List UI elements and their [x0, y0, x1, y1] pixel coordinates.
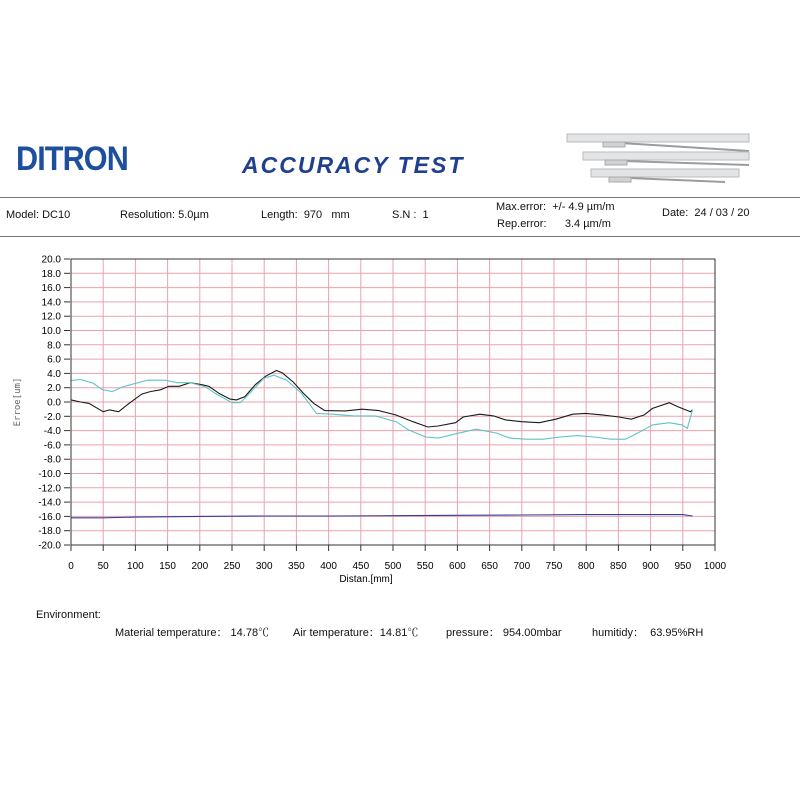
series-line-cyan	[71, 375, 693, 439]
x-tick-label: 600	[449, 561, 466, 572]
y-tick-label: 0.0	[47, 397, 61, 409]
y-tick-label: -10.0	[38, 469, 61, 480]
x-tick-label: 450	[352, 561, 370, 572]
accuracy-chart	[0, 240, 800, 600]
y-tick-label: 8.0	[47, 340, 61, 352]
series-lines	[71, 371, 693, 518]
x-tick-label: 300	[255, 561, 273, 572]
y-tick-label: 10.0	[41, 326, 61, 337]
x-tick-label: 900	[642, 561, 659, 572]
date-field: Date: 24 / 03 / 20	[662, 207, 750, 219]
y-tick-label: -4.0	[43, 426, 61, 438]
y-tick-label: -6.0	[43, 440, 61, 452]
x-axis-ticks	[68, 545, 726, 572]
environment-label: Environment:	[36, 609, 101, 621]
model-field: Model: DC10	[6, 209, 71, 221]
x-tick-label: 50	[97, 561, 109, 572]
x-tick-label: 650	[481, 561, 498, 572]
y-tick-label: 20.0	[41, 254, 61, 266]
x-tick-label: 700	[513, 561, 531, 572]
x-tick-label: 0	[68, 561, 74, 572]
y-tick-label: 16.0	[41, 283, 61, 295]
x-axis-label: Distan.[mm]	[339, 574, 393, 585]
air-temperature: Air temperature：14.81℃	[293, 627, 419, 639]
max-error-field: Max.error: +/- 4.9 µm/m	[496, 201, 615, 213]
y-tick-label: -14.0	[38, 497, 61, 509]
x-tick-label: 400	[320, 561, 337, 572]
info-top-divider	[0, 197, 800, 198]
y-tick-label: 12.0	[41, 311, 61, 323]
y-tick-label: 4.0	[47, 368, 61, 380]
y-axis-label: Erroe[um]	[13, 377, 23, 427]
x-tick-label: 550	[416, 561, 434, 572]
page-title: ACCURACY TEST	[242, 152, 465, 178]
y-tick-label: -20.0	[38, 540, 61, 552]
y-tick-label: 6.0	[47, 354, 61, 366]
rep-error-field: Rep.error: 3.4 µm/m	[497, 218, 611, 230]
x-tick-label: 250	[223, 561, 241, 572]
series-line-black	[71, 371, 693, 428]
x-tick-label: 750	[545, 561, 563, 572]
x-tick-label: 200	[191, 561, 209, 572]
humidity: humitidy： 63.95%RH	[592, 627, 704, 639]
y-tick-label: 2.0	[47, 383, 61, 395]
y-tick-label: -8.0	[43, 454, 61, 466]
x-tick-label: 350	[288, 561, 305, 572]
ditron-logo: DITRON	[16, 140, 128, 178]
x-tick-label: 850	[610, 561, 627, 572]
resolution-field: Resolution: 5.0µm	[120, 209, 209, 221]
y-tick-label: -2.0	[43, 411, 61, 423]
x-tick-label: 150	[159, 561, 176, 572]
x-tick-label: 100	[127, 561, 144, 572]
serial-number-field: S.N : 1	[392, 209, 429, 221]
y-tick-label: 14.0	[41, 297, 61, 309]
x-tick-label: 1000	[703, 561, 727, 572]
material-temperature: Material temperature： 14.78℃	[115, 627, 270, 639]
grid	[71, 259, 715, 545]
y-tick-label: 18.0	[41, 268, 61, 280]
y-axis-ticks	[38, 255, 70, 552]
x-tick-label: 500	[384, 561, 402, 572]
x-tick-label: 800	[577, 561, 595, 572]
pressure: pressure： 954.00mbar	[446, 627, 562, 639]
y-tick-label: -16.0	[38, 511, 61, 523]
y-tick-label: -18.0	[38, 526, 61, 538]
product-image	[565, 130, 755, 190]
y-tick-label: -12.0	[38, 483, 61, 495]
x-tick-label: 950	[674, 561, 692, 572]
info-bottom-divider	[0, 236, 800, 237]
length-field: Length: 970 mm	[261, 209, 350, 221]
